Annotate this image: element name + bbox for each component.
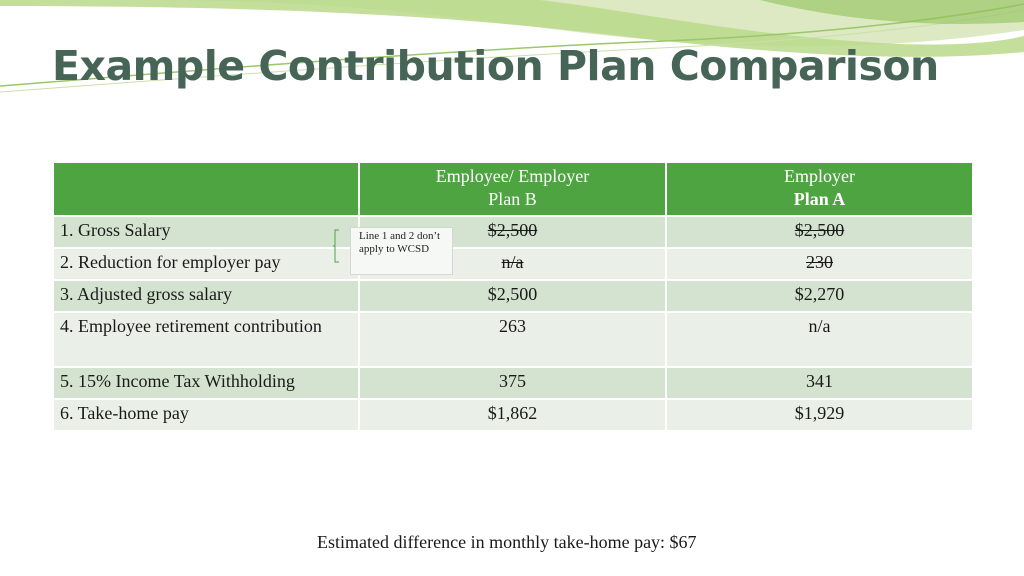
header-plan-b <box>359 162 666 216</box>
plan-b-value: n/a <box>359 248 666 280</box>
note-bracket-icon <box>332 229 340 263</box>
row-label: 2. Reduction for employer pay <box>53 248 359 280</box>
footer-summary: Estimated difference in monthly take-home pay: $67 <box>317 532 697 552</box>
plan-b-value: $2,500 <box>359 280 666 312</box>
comparison-table <box>52 161 974 432</box>
plan-a-value: n/a <box>666 312 973 367</box>
row-label: 5. 15% Income Tax Withholding <box>53 367 359 399</box>
header-plan-b-line2: Plan B <box>488 189 537 209</box>
table-row <box>53 280 973 312</box>
plan-a-value: $1,929 <box>666 399 973 431</box>
header-plan-a-line2: Plan A <box>793 189 846 209</box>
slide-title: Example Contribution Plan Comparison <box>52 42 939 90</box>
row-label: 1. Gross Salary <box>53 216 359 248</box>
plan-a-value: 230 <box>666 248 973 280</box>
plan-b-value: 263 <box>359 312 666 367</box>
plan-b-value: 375 <box>359 367 666 399</box>
table-row <box>53 216 973 248</box>
plan-a-value: 341 <box>666 367 973 399</box>
plan-a-value: $2,500 <box>666 216 973 248</box>
table-header-row <box>53 162 973 216</box>
plan-b-value: $1,862 <box>359 399 666 431</box>
row-label: 3. Adjusted gross salary <box>53 280 359 312</box>
table-row <box>53 312 973 367</box>
row-label: 6. Take-home pay <box>53 399 359 431</box>
table-row <box>53 399 973 431</box>
header-blank-cell <box>53 162 359 216</box>
table-row <box>53 367 973 399</box>
header-plan-a-line1: Employer <box>784 166 855 186</box>
header-plan-a <box>666 162 973 216</box>
row-label: 4. Employee retirement contribution <box>53 312 359 367</box>
plan-a-value: $2,270 <box>666 280 973 312</box>
table-row <box>53 248 973 280</box>
header-plan-b-line1: Employee/ Employer <box>435 166 590 186</box>
plan-b-value: $2,500 <box>359 216 666 248</box>
annotation-note: Line 1 and 2 don’t apply to WCSD <box>350 227 453 275</box>
